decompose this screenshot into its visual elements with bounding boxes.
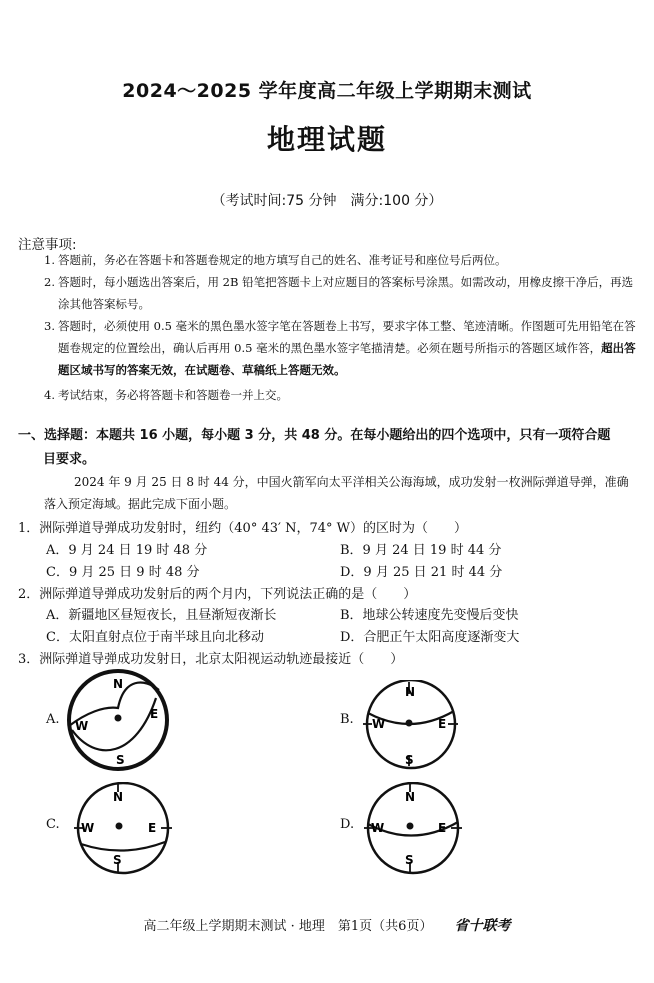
notice-item-number: 2.	[44, 275, 55, 289]
notice-item-1	[44, 249, 636, 271]
north-label: N	[405, 790, 416, 804]
east-label: E	[148, 821, 157, 835]
notice-item-number: 3.	[44, 319, 55, 333]
option-c-label[interactable]: C.	[46, 817, 60, 832]
observer-dot	[406, 720, 413, 727]
notice-item-4	[44, 384, 636, 406]
option-b-label[interactable]: B.	[340, 712, 354, 727]
exam-info: （考试时间:75 分钟 满分:100 分）	[211, 193, 443, 209]
notice-item-text: 考试结束，务必将答题卡和答题卷一并上交。	[58, 388, 288, 402]
east-label: E	[150, 707, 159, 721]
question-2-option-c[interactable]: C．太阳直射点位于南半球且向北移动	[46, 630, 264, 645]
sun-path-diagram-a[interactable]	[66, 668, 170, 772]
notice-item-text: 答题时，必须使用 0.5 毫米的黑色墨水签字笔在答题卷上书写，要求字体工整、笔迹清晰。作图题可先用铅笔在答题卷规定的位置绘出，确认后再用 0.5 毫米的黑色墨水签字笔描清楚。必须在题号所指示的答题区域作答，	[58, 319, 636, 355]
exam-title: 2024～2025 学年度高二年级上学期期末测试	[122, 80, 532, 102]
section-heading-line-1: 一、选择题：本题共 16 小题，每小题 3 分，共 48 分。在每小题给出的四个选项中，只有一项符合题	[18, 428, 611, 443]
question-2-option-d[interactable]: D．合肥正午太阳高度逐渐变大	[340, 630, 520, 645]
page-footer	[0, 915, 654, 935]
section-heading	[18, 424, 638, 472]
south-label: S	[113, 853, 122, 867]
notice-item-3	[44, 315, 636, 381]
question-1-option-a[interactable]: A．9 月 24 日 19 时 48 分	[46, 543, 208, 558]
north-label: N	[405, 685, 416, 699]
sun-path-diagram-c[interactable]	[72, 782, 174, 876]
question-1-stem: 1．洲际弹道导弹成功发射时，纽约（40° 43′ N，74° W）的区时为（ ）	[18, 521, 467, 536]
south-label: S	[405, 753, 414, 767]
west-label: W	[81, 821, 95, 835]
option-a-label[interactable]: A.	[46, 712, 60, 727]
sun-path-diagram-d[interactable]	[362, 782, 464, 876]
question-material: 2024 年 9 月 25 日 8 时 44 分，中国火箭军向太平洋相关公海海域，成功发射一枚洲际弹道导弹，准确落入预定海域。据此完成下面小题。	[44, 475, 629, 511]
notice-item-number: 1.	[44, 253, 55, 267]
west-label: W	[75, 719, 89, 733]
observer-dot	[116, 823, 123, 830]
north-label: N	[113, 677, 124, 691]
notice-item-2	[44, 271, 636, 315]
west-label: W	[372, 717, 386, 731]
observer-dot	[407, 823, 414, 830]
north-label: N	[113, 790, 124, 804]
question-1-option-b[interactable]: B．9 月 24 日 19 时 44 分	[340, 543, 502, 558]
option-d-label[interactable]: D.	[340, 817, 355, 832]
east-label: E	[438, 717, 447, 731]
subject-title: 地理试题	[266, 123, 387, 156]
south-label: S	[405, 853, 414, 867]
sun-path-diagram-b[interactable]	[360, 680, 462, 772]
question-1-option-d[interactable]: D．9 月 25 日 21 时 44 分	[340, 565, 503, 580]
notice-title: 注意事项:	[18, 237, 77, 253]
question-2-option-b[interactable]: B．地球公转速度先变慢后变快	[340, 608, 519, 623]
question-2-option-a[interactable]: A．新疆地区昼短夜长，且昼渐短夜渐长	[46, 608, 277, 623]
west-label: W	[371, 821, 385, 835]
footer-text: 高二年级上学期期末测试 · 地理 第1页（共6页）	[143, 919, 433, 934]
observer-dot	[115, 715, 122, 722]
notice-item-text: 答题前，务必在答题卡和答题卷规定的地方填写自己的姓名、准考证号和座位号后两位。	[58, 253, 507, 267]
section-heading-line-2: 目要求。	[43, 452, 96, 467]
east-label: E	[438, 821, 447, 835]
exam-stamp: 省十联考	[454, 918, 511, 934]
notice-item-bold-text: 超出答题区域书写的答案无效，在试题卷、草稿纸上答题无效。	[58, 341, 636, 377]
south-label: S	[116, 753, 125, 767]
notice-item-number: 4.	[44, 388, 55, 402]
question-1-option-c[interactable]: C．9 月 25 日 9 时 48 分	[46, 565, 200, 580]
question-2-stem: 2．洲际弹道导弹成功发射后的两个月内，下列说法正确的是（ ）	[18, 587, 417, 602]
sun-path-arc	[81, 842, 165, 851]
notice-item-text: 答题时，每小题选出答案后，用 2B 铅笔把答题卡上对应题目的答案标号涂黑。如需改动，用橡皮擦干净后，再选涂其他答案标号。	[58, 275, 634, 311]
question-3-stem: 3．洲际弹道导弹成功发射日，北京太阳视运动轨迹最接近（ ）	[18, 652, 404, 667]
